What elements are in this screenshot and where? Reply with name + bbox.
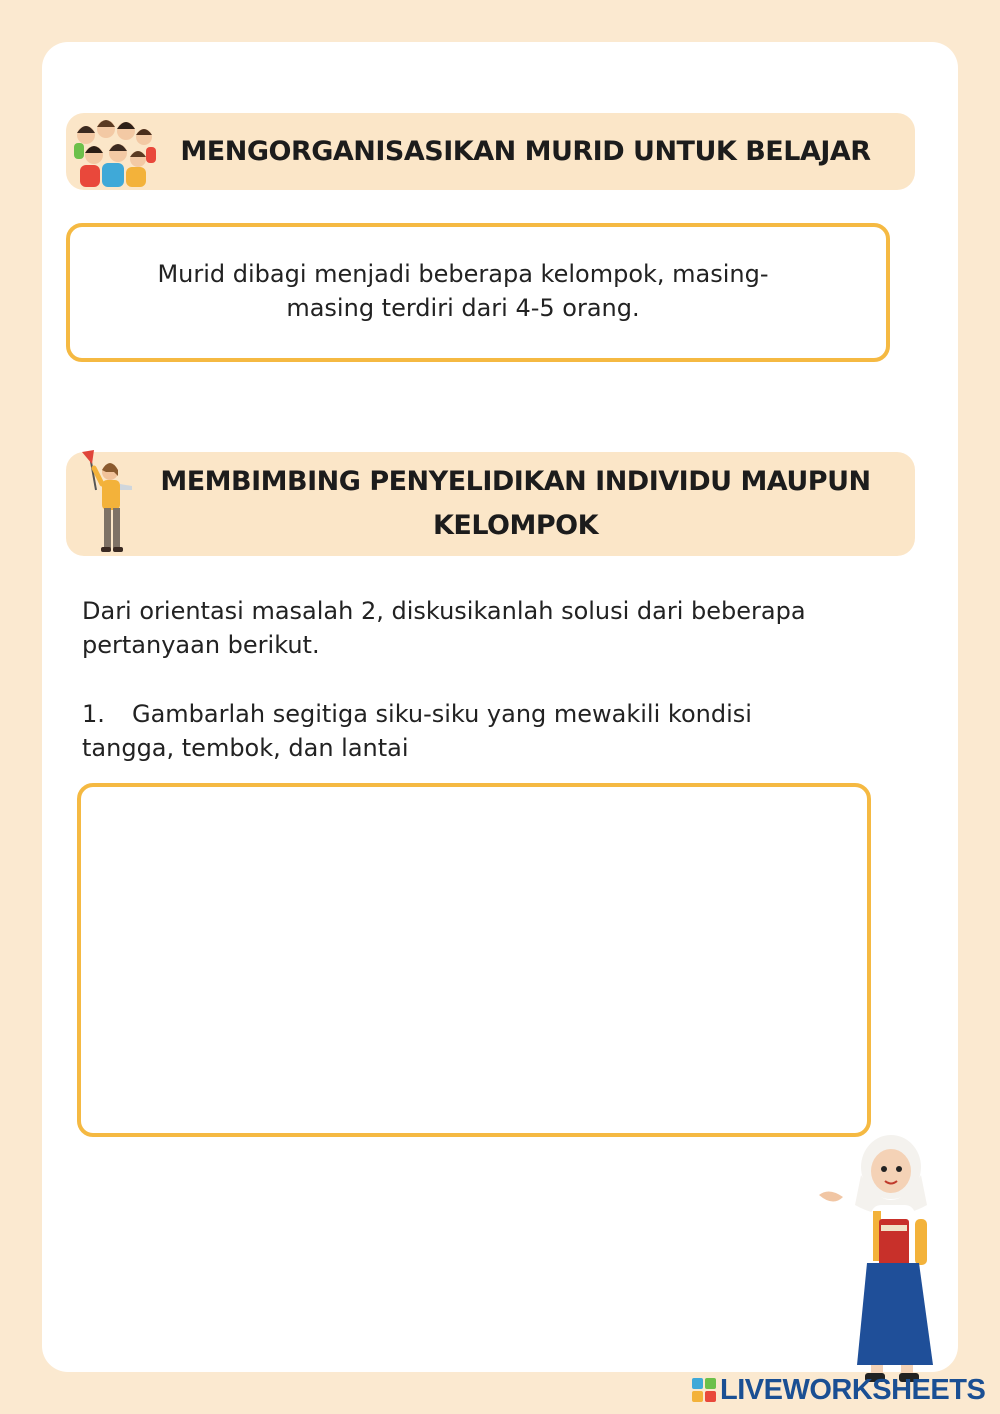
section-title-organize: MENGORGANISASIKAN MURID UNTUK BELAJAR: [180, 136, 871, 167]
section-title-line-2: KELOMPOK: [432, 510, 599, 541]
liveworksheets-logo-icon: [692, 1378, 716, 1402]
question-1-line-2: tangga, tembok, dan lantai: [82, 734, 409, 762]
liveworksheets-watermark: [692, 1373, 985, 1407]
intro-paragraph: [82, 594, 912, 662]
student-girl-illustration: [815, 1135, 950, 1385]
question-1-number: 1.: [82, 700, 105, 728]
section-title-line-1: MEMBIMBING PENYELIDIKAN INDIVIDU MAUPUN: [160, 466, 871, 497]
guide-with-flag-icon: [76, 450, 146, 560]
intro-line-1: Dari orientasi masalah 2, diskusikanlah solusi dari beberapa: [82, 597, 806, 625]
grouping-info-text: [100, 257, 826, 325]
section-banner-organize: [66, 113, 915, 190]
info-line-2: masing terdiri dari 4-5 orang.: [286, 294, 640, 322]
section-title-investigation: [136, 460, 895, 548]
brand-name: LIVEWORKSHEETS: [720, 1373, 986, 1406]
answer-drawing-area[interactable]: [77, 783, 871, 1137]
info-line-1: Murid dibagi menjadi beberapa kelompok, masing-: [157, 260, 769, 288]
students-group-icon: [66, 113, 161, 190]
grouping-info-box: [66, 223, 890, 362]
question-1: [82, 697, 912, 765]
question-1-line-1: [82, 697, 912, 731]
intro-line-2: pertanyaan berikut.: [82, 631, 320, 659]
question-1-text: Gambarlah segitiga siku-siku yang mewakili kondisi: [132, 700, 752, 728]
section-banner-investigation: [66, 452, 915, 556]
